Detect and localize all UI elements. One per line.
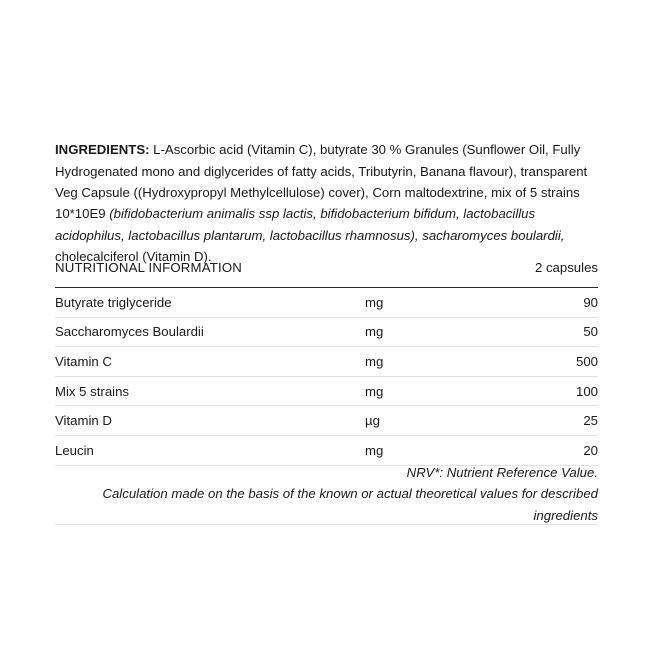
nutrient-unit: mg [365,376,485,406]
table-header-row [55,255,598,288]
nutrient-name: Butyrate triglyceride [55,288,365,318]
nutrient-unit: mg [365,435,485,465]
nutrient-name: Leucin [55,435,365,465]
nutrient-name: Vitamin D [55,406,365,436]
nutrient-value: 90 [485,288,598,318]
ingredients-text-secondary: cholecalciferol (Vitamin D). [55,249,212,265]
table-row [55,288,598,318]
table-row [55,347,598,377]
nutrient-unit: µg [365,406,485,436]
ingredients-label: INGREDIENTS: [55,142,150,158]
table-row [55,406,598,436]
ingredients-strain-list: (bifidobacterium animalis ssp lactis, bifidobacterium bifidum, lactobacillus acidophilus, lactobacillus plantarum, lactobacillus rhamnosus), sacharomyces boulardii, [55,206,565,243]
nutrient-name: Vitamin C [55,347,365,377]
footnote-nrv-definition: NRV*: Nutrient Reference Value. [406,465,598,480]
table-title: NUTRITIONAL INFORMATION [55,255,365,288]
nutrient-value: 500 [485,347,598,377]
table-row [55,435,598,465]
footnote [55,462,598,526]
nutrient-unit: mg [365,317,485,347]
ingredients-text-primary: L-Ascorbic acid (Vitamin C), butyrate 30 % Granules (Sunflower Oil, Fully Hydrogenated mono and diglycerides of fatty acids, Tributyrin, Banana flavour), transparent Veg Capsule ((Hydroxypropyl Methylcellulose) cover), Corn maltodextrine, mix of 5 strains 10*10E9 [55,142,588,222]
table-dose-header: 2 capsules [485,255,598,288]
table-body [55,288,598,466]
nutrient-name: Saccharomyces Boulardii [55,317,365,347]
nutrient-value: 50 [485,317,598,347]
table-unit-header [365,255,485,288]
table-row [55,376,598,406]
nutritional-information-table [55,255,598,466]
nutrient-value: 25 [485,406,598,436]
bottom-divider [55,524,598,525]
nutrient-unit: mg [365,288,485,318]
ingredients-paragraph [55,139,598,267]
nutrient-value: 20 [485,435,598,465]
footnote-calculation-note: Calculation made on the basis of the known or actual theoretical values for described ingredients [102,486,598,523]
nutrient-unit: mg [365,347,485,377]
nutrient-value: 100 [485,376,598,406]
table-row [55,317,598,347]
nutrient-name: Mix 5 strains [55,376,365,406]
